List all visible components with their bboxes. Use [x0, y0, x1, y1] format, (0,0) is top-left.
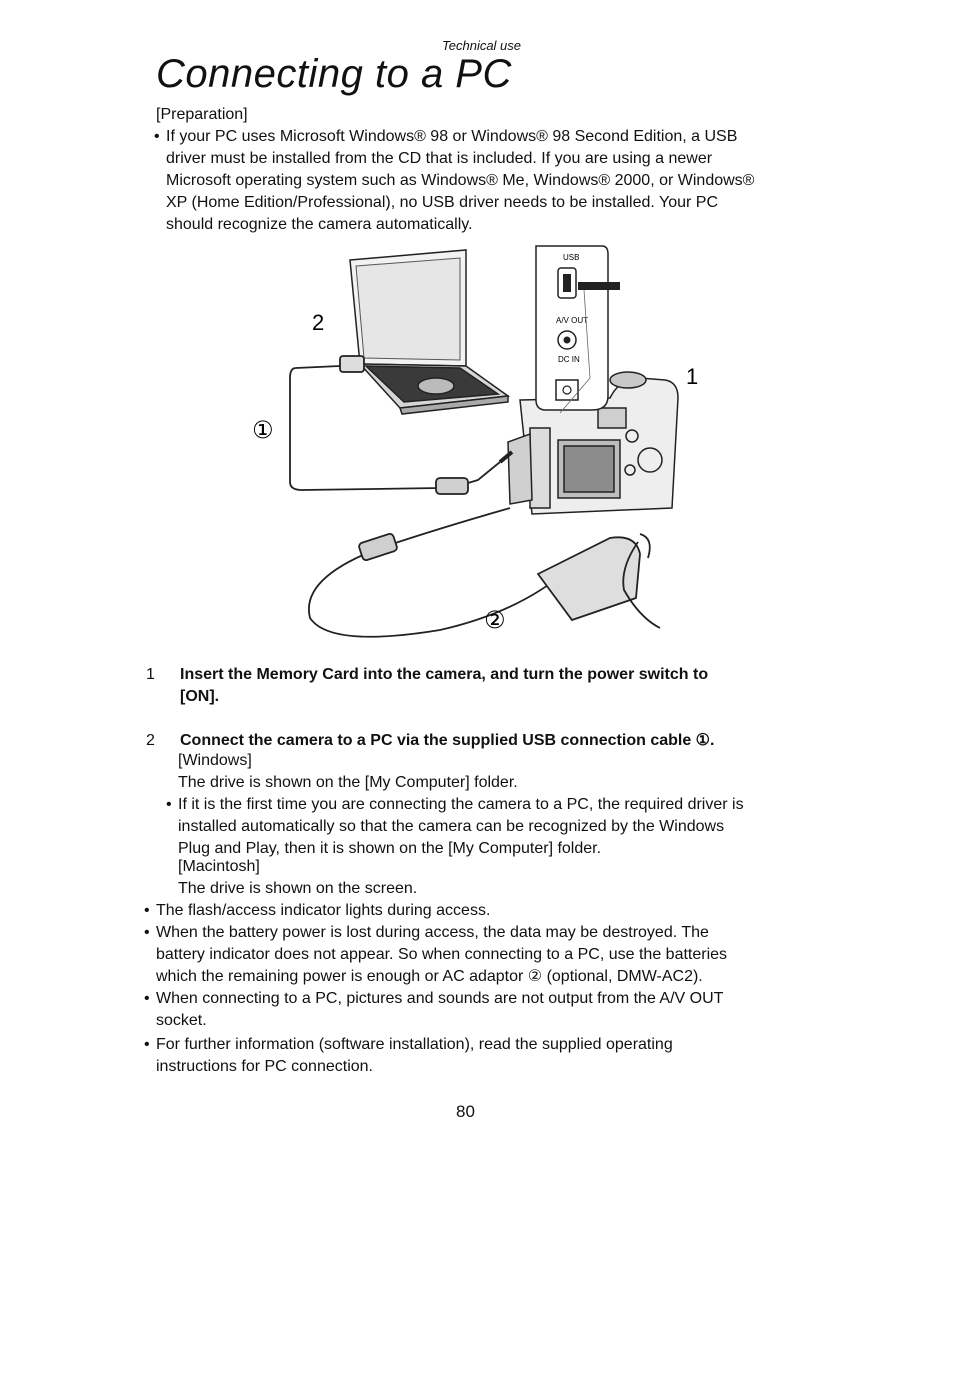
note-bullet: [144, 922, 804, 988]
note-bullet: [144, 1034, 804, 1078]
windows-heading: [Windows]: [178, 752, 252, 769]
macintosh-text: The drive is shown on the screen.: [178, 880, 418, 897]
note-text: When the battery power is lost during access, the data may be destroyed. The battery indicator does not appear. So when connecting to a PC, use the batteries which the remaining power is enough or AC adaptor ② (optional, DMW-AC2).: [156, 924, 728, 985]
label-cable: ①: [252, 416, 274, 444]
port-usb-label: USB: [563, 253, 580, 262]
note-text: When connecting to a PC, pictures and sounds are not output from the A/V OUT socket.: [156, 990, 724, 1029]
bullet-dot: •: [144, 990, 150, 1007]
step-number: 1: [146, 666, 155, 683]
port-av-out-label: A/V OUT: [556, 316, 589, 325]
bullet-dot: •: [144, 1036, 150, 1053]
step-text: Connect the camera to a PC via the supplied USB connection cable ①.: [180, 732, 715, 749]
port-callout: [536, 246, 620, 413]
connection-diagram: [240, 238, 710, 658]
callout-1: 1: [686, 364, 699, 389]
callout-2: 2: [312, 310, 325, 335]
bullet-dot: •: [144, 924, 150, 941]
windows-bullet: [166, 794, 806, 860]
dc-port-icon: [556, 380, 578, 400]
windows-text: The drive is shown on the [My Computer] folder.: [178, 774, 518, 791]
step-text: Insert the Memory Card into the camera, and turn the power switch to [ON].: [180, 666, 709, 705]
laptop-illustration: [350, 250, 508, 414]
bullet-dot: •: [154, 128, 160, 145]
note-bullet: [144, 900, 804, 922]
bullet-dot: •: [166, 796, 172, 813]
label-adaptor: ②: [484, 606, 506, 634]
step-number: 2: [146, 732, 155, 749]
page-number: 80: [456, 1102, 475, 1121]
section-label: Technical use: [442, 38, 522, 53]
preparation-heading: [Preparation]: [156, 106, 248, 123]
note-text: For further information (software installation), read the supplied operating instructions for PC connection.: [156, 1036, 673, 1075]
note-bullet: [144, 988, 804, 1032]
windows-bullet-text: If it is the first time you are connecting the camera to a PC, the required driver is installed automatically so that the camera can be recognized by the Windows Plug and Play, then it is shown on the [My Computer] folder.: [178, 796, 744, 857]
macintosh-heading: [Macintosh]: [178, 858, 260, 875]
page-title: Connecting to a PC: [156, 52, 512, 96]
note-text: The flash/access indicator lights during access.: [156, 902, 491, 919]
preparation-bullet: [154, 126, 814, 238]
bullet-dot: •: [144, 902, 150, 919]
preparation-bullet-text: If your PC uses Microsoft Windows® 98 or Windows® 98 Second Edition, a USB driver must be installed from the CD that is included. If you are using a newer Microsoft operating system such as Windows® Me, Windows® 2000, or Windows® XP (Home Edition/Professional), no USB driver needs to be installed. Your PC should recognize the camera automatically.: [166, 128, 755, 233]
port-dc-in-label: DC IN: [558, 355, 580, 364]
